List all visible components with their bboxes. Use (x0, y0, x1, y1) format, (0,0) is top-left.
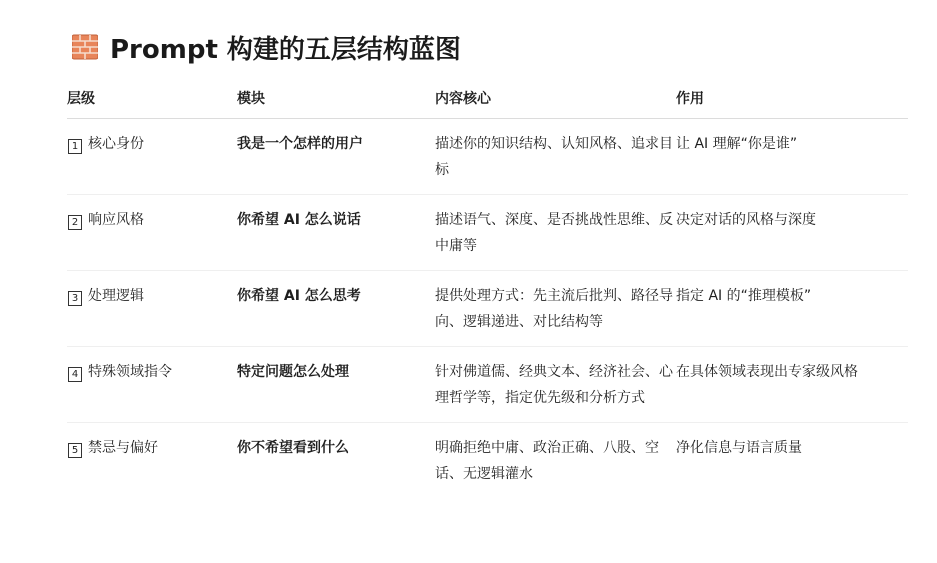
number-badge: 3 (68, 291, 82, 306)
cell-module: 你不希望看到什么 (237, 440, 349, 456)
cell-core: 描述语气、深度、是否挑战性思维、反中庸等 (435, 195, 676, 271)
number-badge: 2 (68, 215, 82, 230)
cell-core: 描述你的知识结构、认知风格、追求目标 (435, 119, 676, 195)
header-core: 内容核心 (435, 80, 676, 119)
number-badge: 5 (68, 443, 82, 458)
number-badge: 4 (68, 367, 82, 382)
page-title (72, 30, 461, 64)
cell-core: 针对佛道儒、经典文本、经济社会、心理哲学等，指定优先级和分析方式 (435, 347, 676, 423)
header-role: 作用 (676, 80, 908, 119)
level-label: 处理逻辑 (88, 288, 144, 304)
table-row (67, 195, 908, 271)
table-row (67, 423, 908, 499)
table-row (67, 347, 908, 423)
header-level: 层级 (67, 80, 237, 119)
table-header-row (67, 80, 908, 119)
cell-role: 在具体领域表现出专家级风格 (676, 347, 908, 423)
cell-level (67, 347, 237, 423)
cell-core: 明确拒绝中庸、政治正确、八股、空话、无逻辑灌水 (435, 440, 659, 482)
cell-module: 你希望 AI 怎么思考 (237, 271, 435, 347)
cell-level (67, 119, 237, 195)
cell-role: 让 AI 理解“你是谁” (676, 119, 908, 195)
structure-table (67, 80, 908, 498)
cell-level (67, 271, 237, 347)
level-label: 核心身份 (88, 136, 144, 152)
page-title-text: Prompt 构建的五层结构蓝图 (110, 34, 461, 65)
level-label: 禁忌与偏好 (88, 440, 158, 456)
table-row (67, 119, 908, 195)
level-label: 响应风格 (88, 212, 144, 228)
cell-module: 我是一个怎样的用户 (237, 119, 435, 195)
cell-level (67, 195, 237, 271)
cell-core: 提供处理方式：先主流后批判、路径导向、逻辑递进、对比结构等 (435, 271, 676, 347)
cell-module: 你希望 AI 怎么说话 (237, 195, 435, 271)
header-module: 模块 (237, 80, 435, 119)
cell-role: 决定对话的风格与深度 (676, 195, 908, 271)
cell-module: 特定问题怎么处理 (237, 347, 435, 423)
level-label: 特殊领域指令 (88, 364, 172, 380)
cell-role: 净化信息与语言质量 (676, 440, 802, 456)
table-row (67, 271, 908, 347)
cell-role: 指定 AI 的“推理模板” (676, 271, 908, 347)
brick-icon (72, 34, 98, 60)
number-badge: 1 (68, 139, 82, 154)
cell-level (67, 423, 237, 499)
